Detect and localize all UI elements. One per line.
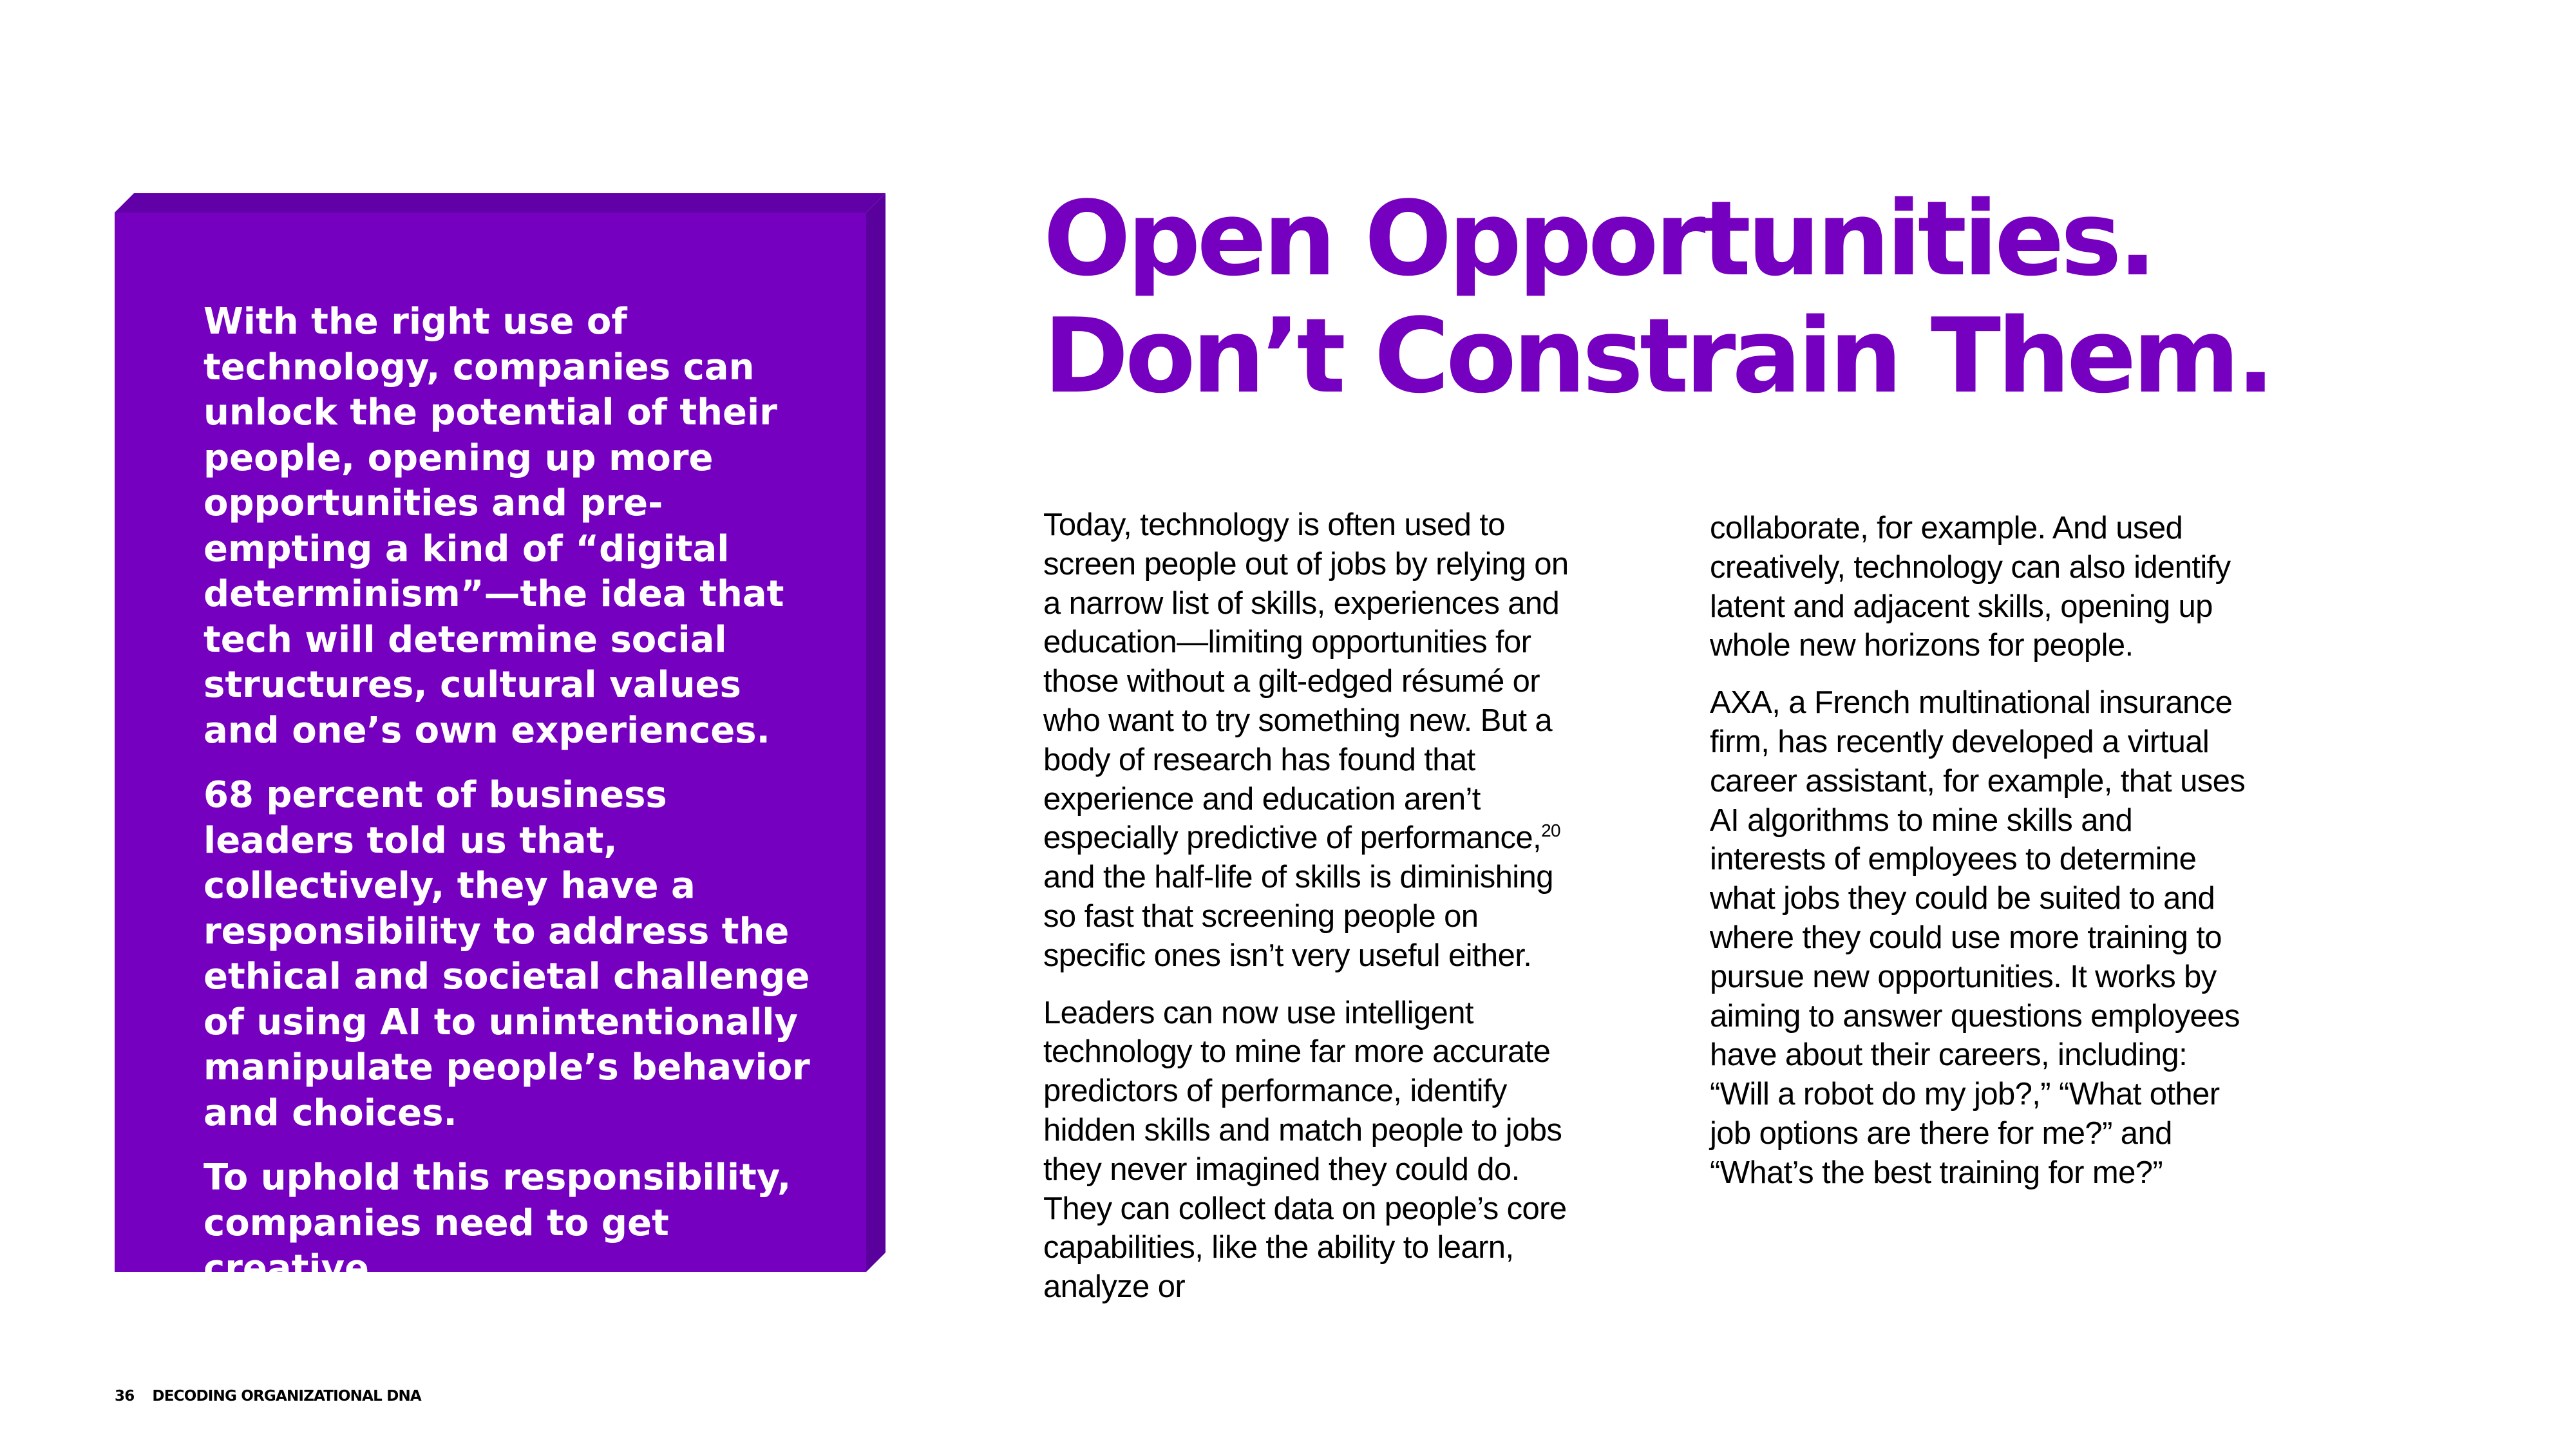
body-column-2 xyxy=(1710,509,2251,1211)
body-column-1 xyxy=(1043,506,1584,1325)
body-paragraph-2: Leaders can now use intelligent technology to mine far more accurate predictors of performance, identify hidden skills and match people to jobs they never imagined they could do. They can collect data on people’s core capabilities, like the ability to learn, analyze or xyxy=(1043,995,1567,1305)
body-paragraph-4: AXA, a French multinational insurance firm, has recently developed a virtual career assistant, for example, that uses AI algorithms to mine skills and interests of employees to determine what jobs they could be suited to and where they could use more training to pursue new opportunities. It works by aiming to answer questions employees have about their careers, including: “Will a robot do my job?,” “What other job options are there for me?” and “What’s the best training for me?” xyxy=(1710,685,2246,1190)
footer-title: DECODING ORGANIZATIONAL DNA xyxy=(152,1388,421,1405)
page-heading xyxy=(1043,180,2331,415)
callout-text xyxy=(204,299,822,1311)
body-paragraph-1 xyxy=(1043,506,1584,976)
callout-box-side-edge xyxy=(866,193,886,1272)
body-paragraph-1-text-b: and the half-life of skills is diminishing so fast that screening people on specific ones isn’t very useful either. xyxy=(1043,860,1553,973)
body-paragraph-3: collaborate, for example. And used creatively, technology can also identify latent and adjacent skills, opening up whole new horizons for people. xyxy=(1710,511,2231,663)
callout-paragraph-3: To uphold this responsibility, companies need to get creative. xyxy=(204,1157,791,1289)
footnote-marker[interactable]: 20 xyxy=(1541,820,1561,841)
callout-box xyxy=(115,193,886,1289)
heading-line-1: Open Opportunities. xyxy=(1043,178,2154,299)
callout-paragraph-1: With the right use of technology, companies can unlock the potential of their people, opening up more opportunities and pre-empting a kind of “digital determinism”—the idea that tech will determine social structures, cultural values and one’s own experiences. xyxy=(204,301,784,752)
heading-line-2: Don’t Constrain Them. xyxy=(1043,296,2271,416)
body-paragraph-1-text-a: Today, technology is often used to screen people out of jobs by relying on a narrow list of skills, experiences and education—limiting opportunities for those without a gilt-edged résumé or who want to try something new. But a body of research has found that experience and education aren’t especially predictive of performance, xyxy=(1043,507,1569,856)
callout-box-top-edge xyxy=(115,193,886,213)
page-footer xyxy=(115,1388,421,1405)
callout-paragraph-2: 68 percent of business leaders told us that, collectively, they have a responsibility to address the ethical and societal challenge of using AI to unintentionally manipulate people’s behavior and choices. xyxy=(204,774,810,1134)
page-number: 36 xyxy=(115,1388,135,1405)
